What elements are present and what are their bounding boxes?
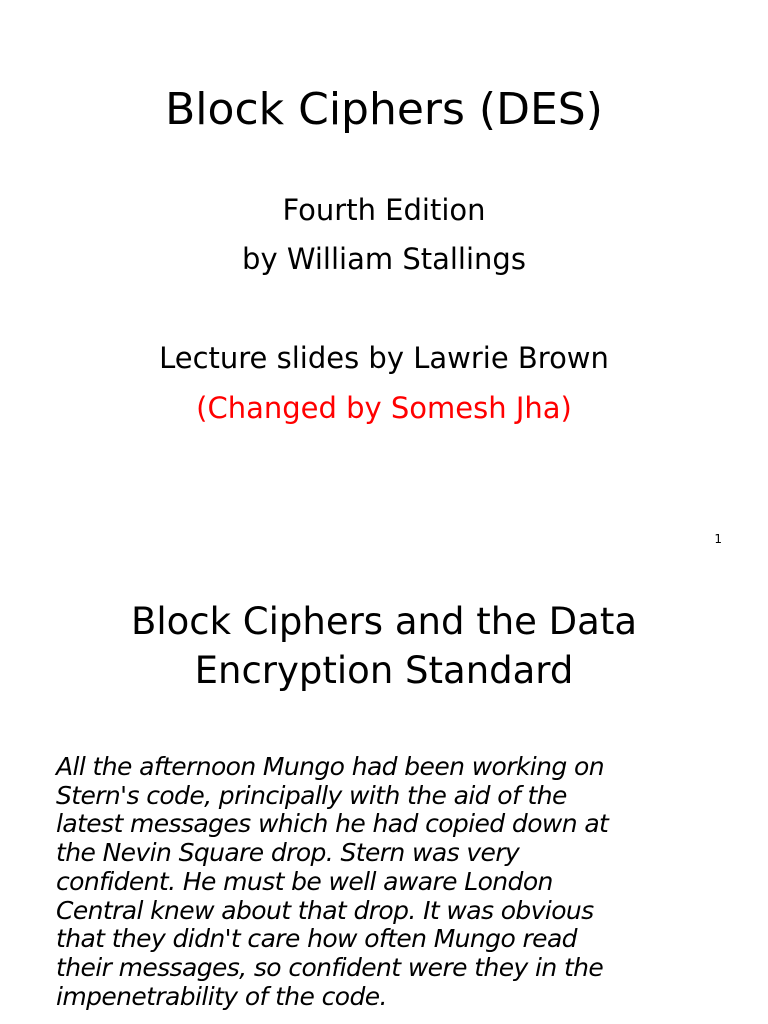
slide-title-line: Encryption Standard <box>194 649 574 692</box>
edition-text: Fourth Edition <box>282 193 486 227</box>
quote-paragraph <box>56 753 768 1011</box>
quote-line: All the afternoon Mungo had been working on <box>56 752 604 781</box>
quote-line: impenetrability of the code. <box>56 981 387 1011</box>
slide-title: Block Ciphers (DES) <box>165 84 603 135</box>
quote-line: their messages, so confident were they in the <box>56 952 604 982</box>
slide-2 <box>0 555 768 1024</box>
quote-line: the Nevin Square drop. Stern was very <box>56 838 520 868</box>
author-text: by William Stallings <box>242 242 526 276</box>
slide-title <box>0 597 768 695</box>
changed-by-credit: (Changed by Somesh Jha) <box>196 391 572 425</box>
quote-line: Stern's code, principally with the aid of the <box>56 780 567 810</box>
quote-line: confident. He must be well aware London <box>56 866 553 896</box>
quote-line: that they didn't care how often Mungo read <box>56 924 577 954</box>
quote-line: Central knew about that drop. It was obvious <box>56 895 594 925</box>
slide-title-line: Block Ciphers and the Data <box>130 600 638 643</box>
page-number: 1 <box>714 532 722 546</box>
quote-line: latest messages which he had copied down at <box>56 809 609 839</box>
lecture-credit: Lecture slides by Lawrie Brown <box>159 341 609 375</box>
